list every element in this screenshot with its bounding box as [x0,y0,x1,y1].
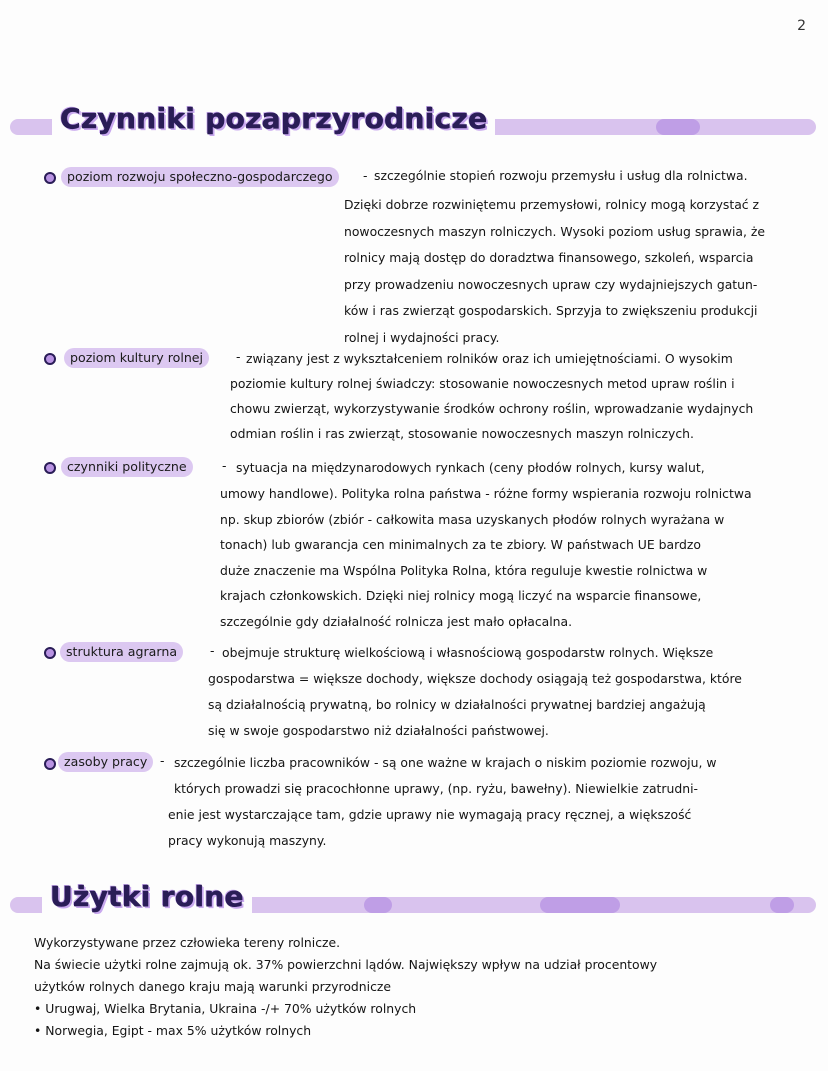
item-description-zasoby-cont: enie jest wystarczające tam, gdzie uprawy nie wymagają pracy ręcznej, a większość pracy wykonują maszyny. [168,807,692,848]
bullet-dot [44,758,56,770]
uzytki-bullet: • Urugwaj, Wielka Brytania, Ukraina -/+ 70% użytków rolnych [34,998,657,1020]
dash: - [363,168,368,183]
page-number: 2 [797,18,806,34]
section-heading-czynniki: Czynniki pozaprzyrodnicze [52,102,495,135]
item-description-rozwoj-cont: Dzięki dobrze rozwiniętemu przemysłowi, rolnicy mogą korzystać z nowoczesnych maszyn rolniczych. Wysoki poziom usług sprawia, że rolnicy mają dostęp do doradztwa finansowego, szkoleń, wsparcia przy prowadzeniu nowoczesnych upraw czy wydajniejszych gatun- ków i ras zwierząt gospodarskich. Sprzyja to zwiększeniu produkcji rolnej i wydajności pracy. [344,197,766,345]
uzytki-line: Wykorzystywane przez człowieka tereny rolnicze. [34,935,341,950]
item-label-zasoby: zasoby pracy [58,752,153,772]
uzytki-bullet: • Norwegia, Egipt - max 5% użytków rolnych [34,1020,657,1042]
item-description-kultura: związany jest z wykształceniem rolników oraz ich umiejętnościami. O wysokim [246,351,733,366]
item-label-polityczne: czynniki polityczne [61,457,193,477]
item-description-rozwoj: szczególnie stopień rozwoju przemysłu i usług dla rolnictwa. [374,168,748,183]
dash: - [210,643,215,658]
bullet-dot [44,462,56,474]
bullet-dot [44,353,56,365]
bullet-dot [44,647,56,659]
item-description-zasoby: szczególnie liczba pracowników - są one ważne w krajach o niskim poziomie rozwoju, w których prowadzi się pracochłonne uprawy, (np. ryżu, bawełny). Niewielkie zatrudni- [174,755,717,796]
uzytki-body [34,932,657,1042]
item-label-rozwoj: poziom rozwoju społeczno-gospodarczego [61,167,339,187]
uzytki-line: użytków rolnych danego kraju mają warunki przyrodnicze [34,979,392,994]
dash: - [222,458,227,473]
dash: - [160,753,165,768]
item-label-struktura: struktura agrarna [60,642,183,662]
uzytki-line: Na świecie użytki rolne zajmują ok. 37% powierzchni lądów. Największy wpływ na udział procentowy [34,957,658,972]
item-description-polityczne-cont: umowy handlowe). Polityka rolna państwa - różne formy wspierania rozwoju rolnictwa np. skup zbiorów (zbiór - całkowita masa uzyskanych płodów rolnych wyrażana w tonach) lub gwarancja cen minimalnych za te zbiory. W państwach UE bardzo duże znaczenie ma Wspólna Polityka Rolna, która reguluje kwestie rolnictwa w krajach członkowskich. Dzięki niej rolnicy mogą liczyć na wsparcie finansowe, szczególnie gdy działalność rolnicza jest mało opłacalna. [220,486,752,629]
item-description-kultura-cont: poziomie kultury rolnej świadczy: stosowanie nowoczesnych metod upraw roślin i chowu zwierząt, wykorzystywanie środków ochrony roślin, wprowadzanie wydajnych odmian roślin i ras zwierząt, stosowanie nowoczesnych maszyn rolniczych. [230,376,754,441]
item-description-struktura-cont: gospodarstwa = większe dochody, większe dochody osiągają też gospodarstwa, które są działalnością prywatną, bo rolnicy w działalności prywatnej bardziej angażują się w swoje gospodarstwo niż działalności państwowej. [208,671,742,738]
section-heading-uzytki: Użytki rolne [42,880,252,913]
dash: - [236,349,241,364]
bullet-dot [44,172,56,184]
item-description-polityczne: sytuacja na międzynarodowych rynkach (ceny płodów rolnych, kursy walut, [236,460,705,475]
item-label-kultura: poziom kultury rolnej [64,348,209,368]
item-description-struktura: obejmuje strukturę wielkościową i własnościową gospodarstw rolnych. Większe [222,645,714,660]
